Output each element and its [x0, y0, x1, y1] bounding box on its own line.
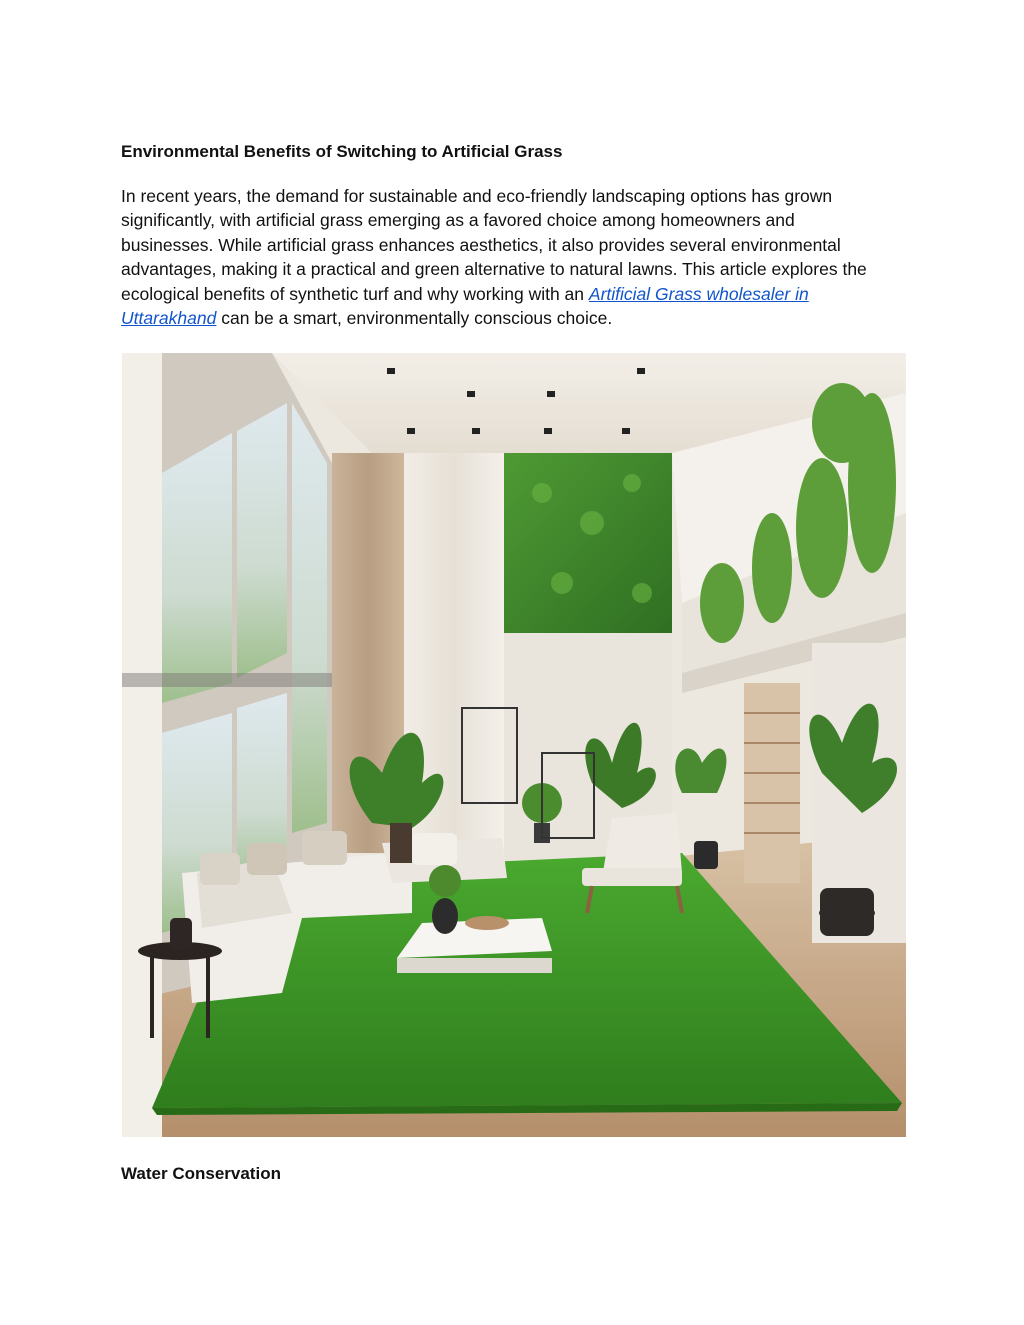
- intro-text-before-link: In recent years, the demand for sustainable and eco-friendly landscaping options has grown significantly, with artificial grass emerging as a favored choice among homeowners and businesses. While artificial grass enhances aesthetics, it also provides several environmental advantages, making it a practical and green alternative to natural lawns. This article explores the ecological benefits of synthetic turf and why working with an: [121, 186, 867, 304]
- living-room-illustration: [122, 353, 906, 1137]
- section-heading-water-conservation: Water Conservation: [121, 1164, 281, 1183]
- intro-paragraph: [121, 184, 891, 330]
- wholesaler-link[interactable]: Artificial Grass wholesaler in Uttarakhand: [121, 283, 809, 329]
- living-room-image: [122, 353, 906, 1137]
- intro-text-after-link: can be a smart, environmentally conscious choice.: [216, 308, 613, 329]
- article-title: Environmental Benefits of Switching to Artificial Grass: [121, 142, 563, 161]
